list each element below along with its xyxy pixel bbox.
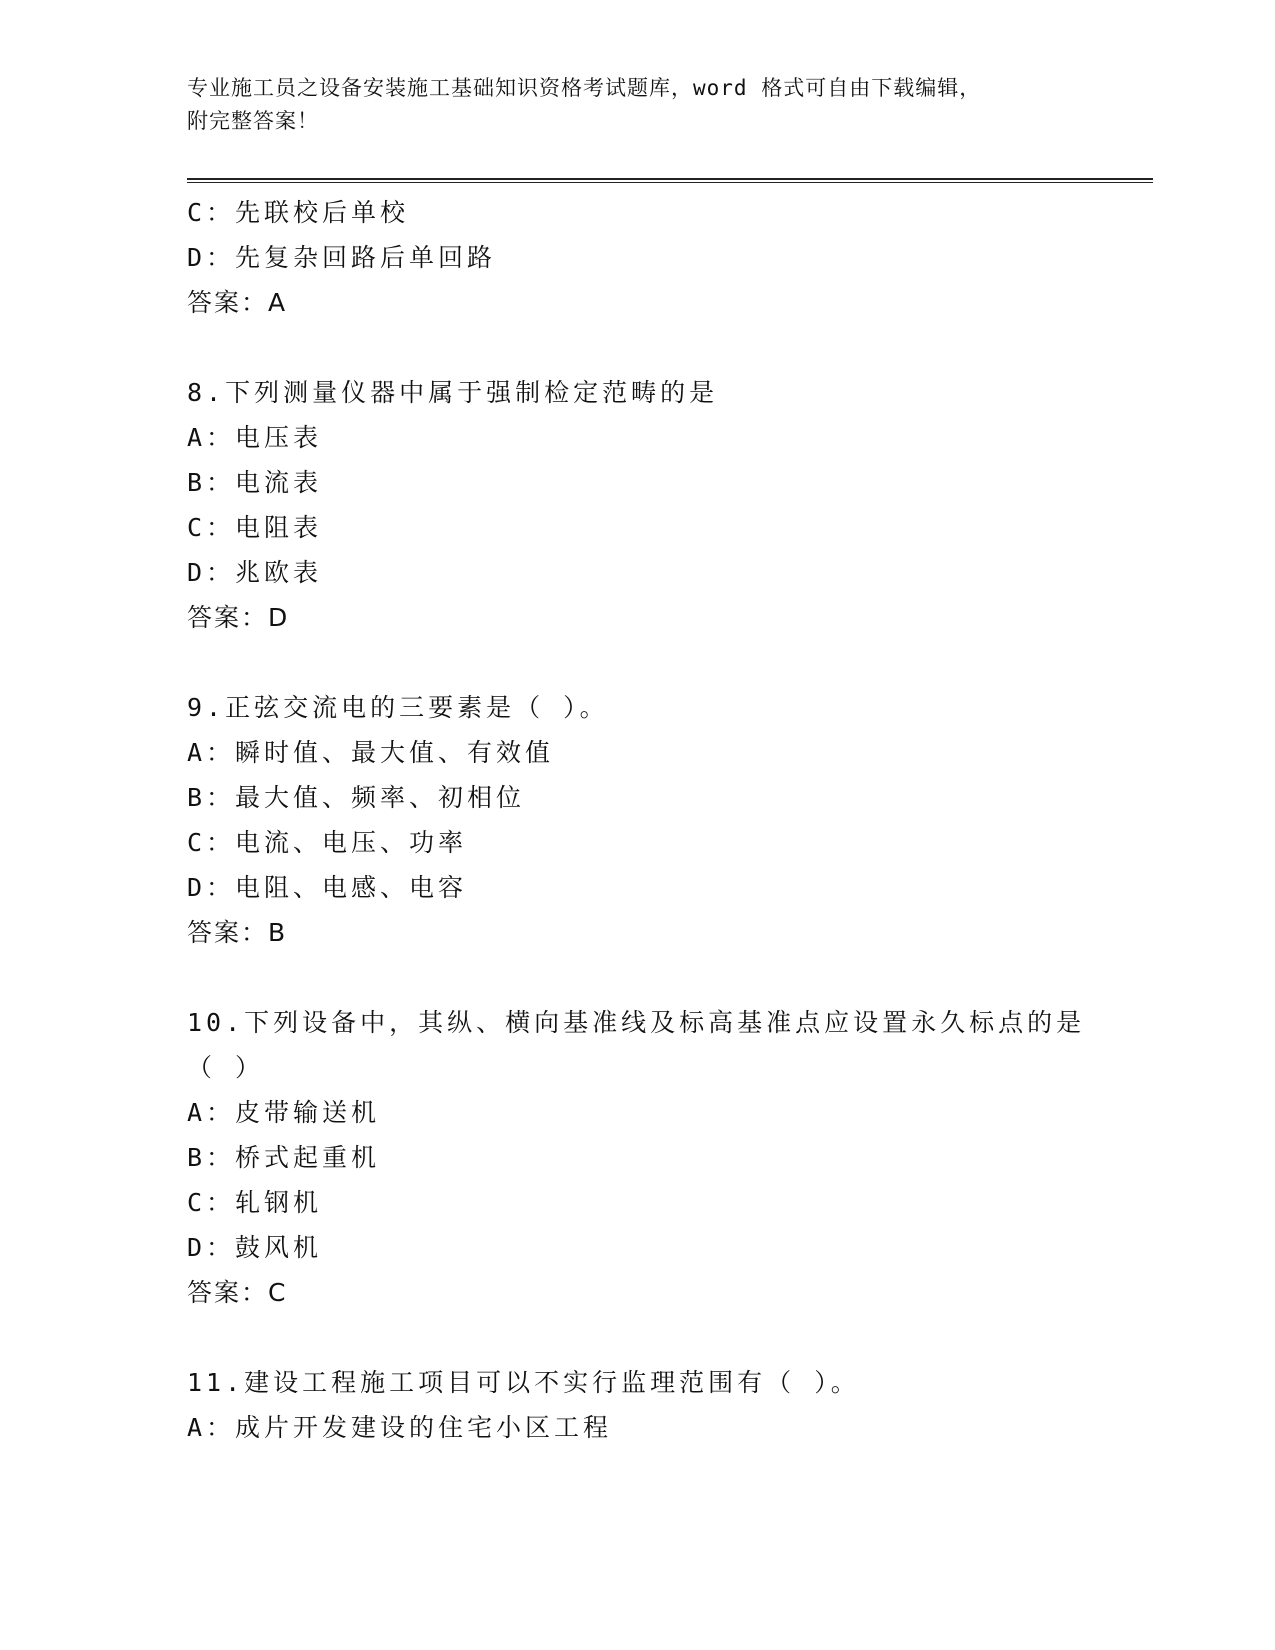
question-stem-line-2: （ ） — [187, 1053, 265, 1082]
question-9 — [187, 685, 1147, 955]
answer: 答案：C — [187, 1278, 288, 1307]
option-a: A：电压表 — [187, 423, 323, 452]
question-11 — [187, 1360, 1147, 1450]
option-d: D：电阻、电感、电容 — [187, 873, 468, 902]
option-c: C：电阻表 — [187, 513, 323, 542]
answer: 答案：B — [187, 918, 288, 947]
option-d: D：鼓风机 — [187, 1233, 323, 1262]
option-a: A：皮带输送机 — [187, 1098, 381, 1127]
option-b: B：桥式起重机 — [187, 1143, 381, 1172]
document-header — [187, 72, 1087, 138]
answer: 答案：D — [187, 603, 290, 632]
header-divider — [187, 178, 1153, 183]
option-c: C：电流、电压、功率 — [187, 828, 468, 857]
question-stem: 9.正弦交流电的三要素是（ ）。 — [187, 693, 609, 722]
option-b: B：电流表 — [187, 468, 323, 497]
option-b: B：最大值、频率、初相位 — [187, 783, 526, 812]
question-stem: 11.建设工程施工项目可以不实行监理范围有（ ）。 — [187, 1368, 860, 1397]
question-8 — [187, 370, 1147, 640]
option-a: A：瞬时值、最大值、有效值 — [187, 738, 555, 767]
header-line-1: 专业施工员之设备安装施工基础知识资格考试题库，word 格式可自由下载编辑， — [187, 76, 982, 100]
option-a: A：成片开发建设的住宅小区工程 — [187, 1413, 613, 1442]
question-10 — [187, 1000, 1147, 1315]
option-c: C：轧钢机 — [187, 1188, 323, 1217]
answer: 答案：A — [187, 288, 288, 317]
question-stem-line-1: 10.下列设备中，其纵、横向基准线及标高基准点应设置永久标点的是 — [187, 1008, 1086, 1037]
option-d: D：先复杂回路后单回路 — [187, 243, 497, 272]
question-7-tail — [187, 190, 1147, 325]
option-c: C：先联校后单校 — [187, 198, 410, 227]
option-d: D：兆欧表 — [187, 558, 323, 587]
header-line-2: 附完整答案！ — [187, 109, 319, 133]
question-list — [187, 190, 1147, 1450]
question-stem: 8.下列测量仪器中属于强制检定范畴的是 — [187, 378, 719, 407]
